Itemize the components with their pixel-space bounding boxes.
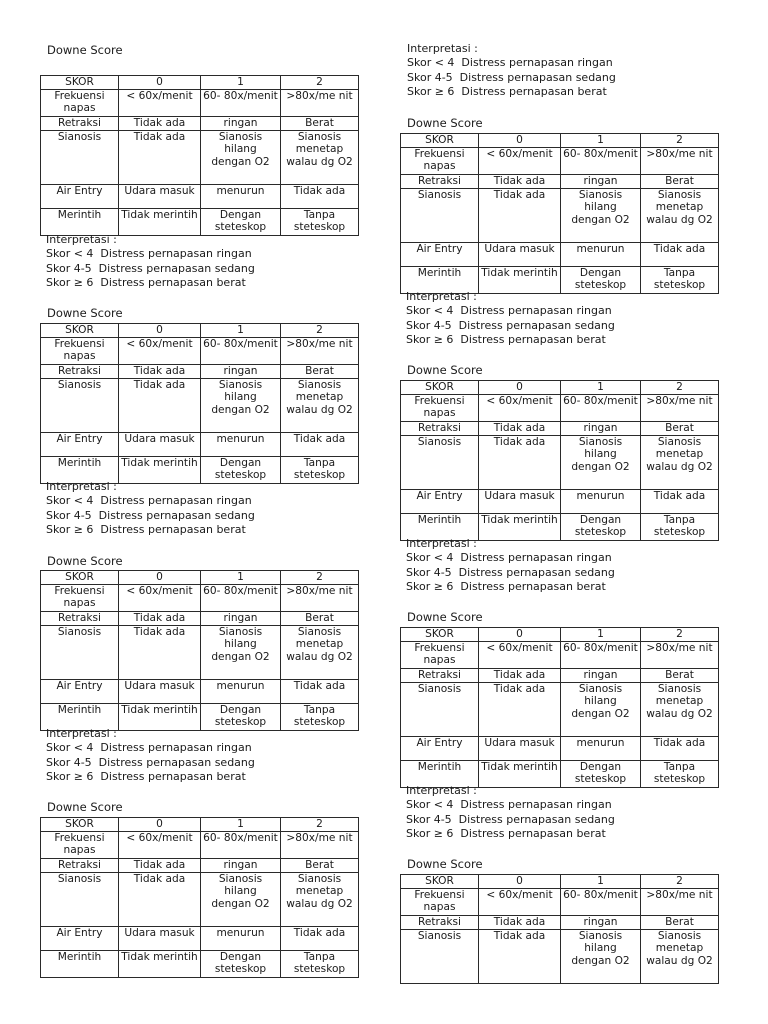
header-cell: 2 bbox=[281, 571, 359, 585]
score-cell: Sianosis menetap walau dg O2 bbox=[641, 189, 719, 243]
header-cell: 0 bbox=[119, 76, 201, 90]
score-cell: < 60x/menit bbox=[479, 889, 561, 916]
score-cell: Tidak merintih bbox=[479, 761, 561, 788]
score-cell: Dengan steteskop bbox=[561, 267, 641, 294]
score-cell: < 60x/menit bbox=[479, 395, 561, 422]
score-cell: Berat bbox=[641, 916, 719, 930]
interpretation-line: Skor 4-5 Distress pernapasan sedang bbox=[46, 755, 255, 769]
score-cell: menurun bbox=[201, 433, 281, 457]
score-cell: Berat bbox=[281, 117, 359, 131]
criterion-cell: Sianosis bbox=[401, 189, 479, 243]
score-cell: Tidak merintih bbox=[119, 951, 201, 978]
criterion-cell: Merintih bbox=[401, 514, 479, 541]
interpretation-line: Skor ≥ 6 Distress pernapasan berat bbox=[407, 84, 607, 98]
score-cell: ringan bbox=[201, 859, 281, 873]
interpretation-line: Skor 4-5 Distress pernapasan sedang bbox=[46, 508, 255, 522]
score-cell: Tidak ada bbox=[119, 859, 201, 873]
score-cell: Dengan steteskop bbox=[561, 514, 641, 541]
criterion-cell: Frekuensi napas bbox=[41, 90, 119, 117]
score-cell: 60- 80x/menit bbox=[201, 832, 281, 859]
section-title: Downe Score bbox=[407, 857, 483, 871]
criterion-cell: Retraksi bbox=[41, 612, 119, 626]
criterion-cell: Air Entry bbox=[401, 243, 479, 267]
criterion-cell: Retraksi bbox=[401, 916, 479, 930]
table-header-row bbox=[401, 381, 719, 395]
header-cell: 0 bbox=[479, 628, 561, 642]
score-cell: Dengan steteskop bbox=[201, 704, 281, 731]
score-cell: >80x/me nit bbox=[641, 642, 719, 669]
header-cell: 1 bbox=[201, 818, 281, 832]
score-cell: Tidak ada bbox=[281, 927, 359, 951]
score-cell: Tidak merintih bbox=[479, 267, 561, 294]
score-cell: Sianosis hilang dengan O2 bbox=[561, 930, 641, 984]
score-cell: >80x/me nit bbox=[281, 585, 359, 612]
downe-score-table bbox=[40, 817, 359, 978]
criterion-cell: Frekuensi napas bbox=[41, 338, 119, 365]
header-cell: 1 bbox=[201, 324, 281, 338]
downe-score-table bbox=[40, 75, 359, 236]
score-cell: 60- 80x/menit bbox=[561, 148, 641, 175]
score-cell: 60- 80x/menit bbox=[201, 338, 281, 365]
score-cell: Sianosis hilang dengan O2 bbox=[201, 379, 281, 433]
score-cell: Sianosis menetap walau dg O2 bbox=[641, 930, 719, 984]
interpretation-line: Skor ≥ 6 Distress pernapasan berat bbox=[406, 332, 606, 346]
score-cell: Dengan steteskop bbox=[561, 761, 641, 788]
criterion-cell: Air Entry bbox=[401, 737, 479, 761]
header-cell: 0 bbox=[479, 134, 561, 148]
score-cell: ringan bbox=[561, 422, 641, 436]
score-cell: < 60x/menit bbox=[119, 338, 201, 365]
score-cell: < 60x/menit bbox=[119, 90, 201, 117]
score-cell: ringan bbox=[201, 365, 281, 379]
table-header-row bbox=[401, 134, 719, 148]
score-cell: Tidak ada bbox=[641, 243, 719, 267]
score-cell: Sianosis menetap walau dg O2 bbox=[281, 873, 359, 927]
header-cell: 1 bbox=[201, 76, 281, 90]
score-cell: Sianosis menetap walau dg O2 bbox=[281, 379, 359, 433]
score-cell: Tidak ada bbox=[119, 873, 201, 927]
score-cell: Tidak ada bbox=[281, 433, 359, 457]
score-cell: Tidak ada bbox=[479, 930, 561, 984]
table-row bbox=[401, 243, 719, 267]
score-cell: Tidak ada bbox=[641, 737, 719, 761]
criterion-cell: Retraksi bbox=[41, 859, 119, 873]
score-cell: Tidak merintih bbox=[119, 457, 201, 484]
interpretation-line: Skor 4-5 Distress pernapasan sedang bbox=[406, 318, 615, 332]
header-cell: SKOR bbox=[41, 571, 119, 585]
table-row bbox=[401, 148, 719, 175]
score-cell: Tidak ada bbox=[479, 683, 561, 737]
criterion-cell: Merintih bbox=[41, 951, 119, 978]
table-row bbox=[401, 737, 719, 761]
table-header-row bbox=[401, 875, 719, 889]
section-title: Downe Score bbox=[47, 306, 123, 320]
downe-score-table bbox=[40, 323, 359, 484]
score-cell: Udara masuk bbox=[119, 680, 201, 704]
header-cell: 0 bbox=[119, 324, 201, 338]
score-cell: Sianosis menetap walau dg O2 bbox=[281, 626, 359, 680]
criterion-cell: Merintih bbox=[41, 704, 119, 731]
header-cell: SKOR bbox=[41, 76, 119, 90]
score-cell: Dengan steteskop bbox=[201, 951, 281, 978]
score-cell: Dengan steteskop bbox=[201, 209, 281, 236]
score-cell: >80x/me nit bbox=[281, 90, 359, 117]
section-title: Downe Score bbox=[47, 800, 123, 814]
section-title: Downe Score bbox=[407, 363, 483, 377]
section-title: Downe Score bbox=[47, 43, 123, 57]
score-cell: >80x/me nit bbox=[641, 889, 719, 916]
interpretation-line: Skor < 4 Distress pernapasan ringan bbox=[407, 56, 613, 70]
score-cell: Tidak merintih bbox=[119, 209, 201, 236]
interpretation-line: Skor < 4 Distress pernapasan ringan bbox=[406, 798, 612, 812]
score-cell: ringan bbox=[561, 175, 641, 189]
header-cell: 1 bbox=[201, 571, 281, 585]
table-header-row bbox=[41, 76, 359, 90]
score-cell: >80x/me nit bbox=[641, 395, 719, 422]
header-cell: SKOR bbox=[401, 134, 479, 148]
downe-score-table bbox=[400, 874, 719, 984]
score-cell: Berat bbox=[641, 422, 719, 436]
criterion-cell: Air Entry bbox=[41, 185, 119, 209]
score-cell: Sianosis hilang dengan O2 bbox=[201, 131, 281, 185]
score-cell: Udara masuk bbox=[119, 927, 201, 951]
header-cell: 0 bbox=[479, 381, 561, 395]
interpretation-line: Skor ≥ 6 Distress pernapasan berat bbox=[406, 579, 606, 593]
score-cell: Sianosis menetap walau dg O2 bbox=[281, 131, 359, 185]
table-row bbox=[401, 395, 719, 422]
criterion-cell: Retraksi bbox=[401, 175, 479, 189]
criterion-cell: Frekuensi napas bbox=[401, 395, 479, 422]
score-cell: >80x/me nit bbox=[641, 148, 719, 175]
table-row bbox=[401, 669, 719, 683]
score-cell: Udara masuk bbox=[479, 737, 561, 761]
header-cell: 1 bbox=[561, 628, 641, 642]
score-cell: 60- 80x/menit bbox=[201, 585, 281, 612]
interpretation-line: Skor < 4 Distress pernapasan ringan bbox=[406, 304, 612, 318]
interpretation bbox=[46, 480, 255, 537]
score-cell: Sianosis hilang dengan O2 bbox=[561, 683, 641, 737]
criterion-cell: Frekuensi napas bbox=[41, 585, 119, 612]
header-cell: SKOR bbox=[401, 381, 479, 395]
table-row bbox=[401, 422, 719, 436]
header-cell: 0 bbox=[119, 818, 201, 832]
table-row bbox=[401, 889, 719, 916]
score-cell: ringan bbox=[201, 117, 281, 131]
table-row bbox=[41, 90, 359, 117]
score-cell: Berat bbox=[641, 175, 719, 189]
interpretation-heading: Interpretasi : bbox=[46, 480, 117, 493]
score-cell: ringan bbox=[561, 916, 641, 930]
header-cell: 2 bbox=[281, 818, 359, 832]
table-row bbox=[41, 832, 359, 859]
score-cell: Berat bbox=[281, 365, 359, 379]
score-cell: < 60x/menit bbox=[119, 585, 201, 612]
downe-score-table bbox=[400, 627, 719, 788]
score-cell: 60- 80x/menit bbox=[561, 642, 641, 669]
score-cell: >80x/me nit bbox=[281, 338, 359, 365]
score-cell: Tidak ada bbox=[479, 189, 561, 243]
score-cell: menurun bbox=[201, 185, 281, 209]
interpretation-line: Skor < 4 Distress pernapasan ringan bbox=[46, 494, 252, 508]
section-title: Downe Score bbox=[407, 610, 483, 624]
table-row bbox=[41, 585, 359, 612]
interpretation-line: Skor 4-5 Distress pernapasan sedang bbox=[406, 565, 615, 579]
table-row bbox=[41, 927, 359, 951]
table-row bbox=[401, 930, 719, 984]
interpretation-line: Skor ≥ 6 Distress pernapasan berat bbox=[46, 275, 246, 289]
table-row bbox=[41, 433, 359, 457]
score-cell: Udara masuk bbox=[119, 185, 201, 209]
score-cell: Tidak ada bbox=[119, 626, 201, 680]
criterion-cell: Air Entry bbox=[41, 927, 119, 951]
criterion-cell: Sianosis bbox=[41, 626, 119, 680]
table-row bbox=[401, 683, 719, 737]
interpretation bbox=[406, 290, 615, 347]
header-cell: SKOR bbox=[401, 628, 479, 642]
criterion-cell: Retraksi bbox=[41, 365, 119, 379]
score-cell: menurun bbox=[561, 737, 641, 761]
table-row bbox=[41, 612, 359, 626]
score-cell: Berat bbox=[641, 669, 719, 683]
interpretation-heading: Interpretasi : bbox=[407, 42, 478, 55]
header-cell: 2 bbox=[641, 381, 719, 395]
score-cell: Tidak ada bbox=[281, 680, 359, 704]
interpretation-line: Skor 4-5 Distress pernapasan sedang bbox=[46, 261, 255, 275]
table-row bbox=[41, 209, 359, 236]
score-cell: ringan bbox=[201, 612, 281, 626]
score-cell: Tidak ada bbox=[479, 436, 561, 490]
interpretation-line: Skor < 4 Distress pernapasan ringan bbox=[46, 741, 252, 755]
header-cell: 1 bbox=[561, 381, 641, 395]
score-cell: Tanpa steteskop bbox=[641, 761, 719, 788]
header-cell: SKOR bbox=[401, 875, 479, 889]
score-cell: Udara masuk bbox=[479, 490, 561, 514]
criterion-cell: Merintih bbox=[41, 209, 119, 236]
table-row bbox=[41, 680, 359, 704]
score-cell: Tidak ada bbox=[641, 490, 719, 514]
score-cell: menurun bbox=[201, 927, 281, 951]
table-header-row bbox=[41, 571, 359, 585]
criterion-cell: Retraksi bbox=[401, 422, 479, 436]
interpretation-line: Skor 4-5 Distress pernapasan sedang bbox=[406, 812, 615, 826]
table-row bbox=[41, 185, 359, 209]
criterion-cell: Air Entry bbox=[401, 490, 479, 514]
score-cell: Tanpa steteskop bbox=[281, 704, 359, 731]
criterion-cell: Frekuensi napas bbox=[401, 148, 479, 175]
criterion-cell: Merintih bbox=[401, 267, 479, 294]
table-row bbox=[41, 338, 359, 365]
table-row bbox=[401, 490, 719, 514]
criterion-cell: Sianosis bbox=[41, 131, 119, 185]
header-cell: 2 bbox=[641, 134, 719, 148]
score-cell: Tidak ada bbox=[479, 669, 561, 683]
score-cell: < 60x/menit bbox=[479, 148, 561, 175]
table-row bbox=[41, 626, 359, 680]
score-cell: Sianosis menetap walau dg O2 bbox=[641, 436, 719, 490]
downe-score-table bbox=[400, 380, 719, 541]
interpretation-line: Skor ≥ 6 Distress pernapasan berat bbox=[46, 769, 246, 783]
table-row bbox=[41, 859, 359, 873]
header-cell: 0 bbox=[479, 875, 561, 889]
interpretation-heading: Interpretasi : bbox=[406, 290, 477, 303]
table-header-row bbox=[401, 628, 719, 642]
interpretation-heading: Interpretasi : bbox=[406, 784, 477, 797]
score-cell: Tidak ada bbox=[479, 175, 561, 189]
table-row bbox=[41, 873, 359, 927]
criterion-cell: Frekuensi napas bbox=[401, 889, 479, 916]
interpretation-line: Skor ≥ 6 Distress pernapasan berat bbox=[46, 522, 246, 536]
header-cell: 1 bbox=[561, 134, 641, 148]
header-cell: 0 bbox=[119, 571, 201, 585]
score-cell: menurun bbox=[561, 490, 641, 514]
table-header-row bbox=[41, 818, 359, 832]
score-cell: ringan bbox=[561, 669, 641, 683]
score-cell: Dengan steteskop bbox=[201, 457, 281, 484]
interpretation-line: Skor ≥ 6 Distress pernapasan berat bbox=[406, 826, 606, 840]
score-cell: Udara masuk bbox=[119, 433, 201, 457]
interpretation bbox=[46, 727, 255, 784]
criterion-cell: Sianosis bbox=[401, 930, 479, 984]
interpretation-line: Skor 4-5 Distress pernapasan sedang bbox=[407, 70, 616, 84]
table-row bbox=[401, 642, 719, 669]
header-cell: 2 bbox=[281, 324, 359, 338]
score-cell: Tanpa steteskop bbox=[641, 267, 719, 294]
section-title: Downe Score bbox=[47, 554, 123, 568]
score-cell: menurun bbox=[201, 680, 281, 704]
interpretation-heading: Interpretasi : bbox=[46, 233, 117, 246]
table-header-row bbox=[41, 324, 359, 338]
score-cell: < 60x/menit bbox=[119, 832, 201, 859]
interpretation bbox=[406, 537, 615, 594]
criterion-cell: Retraksi bbox=[41, 117, 119, 131]
score-cell: Sianosis hilang dengan O2 bbox=[201, 626, 281, 680]
criterion-cell: Frekuensi napas bbox=[41, 832, 119, 859]
criterion-cell: Frekuensi napas bbox=[401, 642, 479, 669]
score-cell: Tidak merintih bbox=[479, 514, 561, 541]
score-cell: Tanpa steteskop bbox=[281, 209, 359, 236]
score-cell: Tidak ada bbox=[479, 422, 561, 436]
header-cell: SKOR bbox=[41, 818, 119, 832]
downe-score-table bbox=[400, 133, 719, 294]
table-row bbox=[41, 365, 359, 379]
header-cell: SKOR bbox=[41, 324, 119, 338]
header-cell: 2 bbox=[641, 628, 719, 642]
score-cell: Tidak ada bbox=[119, 131, 201, 185]
score-cell: Sianosis hilang dengan O2 bbox=[561, 436, 641, 490]
score-cell: Berat bbox=[281, 612, 359, 626]
score-cell: Tidak ada bbox=[281, 185, 359, 209]
section-title: Downe Score bbox=[407, 116, 483, 130]
criterion-cell: Retraksi bbox=[401, 669, 479, 683]
score-cell: Tidak ada bbox=[119, 117, 201, 131]
score-cell: menurun bbox=[561, 243, 641, 267]
score-cell: < 60x/menit bbox=[479, 642, 561, 669]
header-cell: 1 bbox=[561, 875, 641, 889]
criterion-cell: Sianosis bbox=[401, 683, 479, 737]
table-row bbox=[41, 379, 359, 433]
criterion-cell: Merintih bbox=[401, 761, 479, 788]
score-cell: 60- 80x/menit bbox=[561, 395, 641, 422]
score-cell: Tanpa steteskop bbox=[281, 951, 359, 978]
table-row bbox=[401, 189, 719, 243]
score-cell: Tidak ada bbox=[119, 612, 201, 626]
header-cell: 2 bbox=[281, 76, 359, 90]
score-cell: >80x/me nit bbox=[281, 832, 359, 859]
score-cell: Tanpa steteskop bbox=[281, 457, 359, 484]
score-cell: Sianosis hilang dengan O2 bbox=[561, 189, 641, 243]
table-row bbox=[41, 117, 359, 131]
interpretation bbox=[46, 233, 255, 290]
score-cell: Tidak ada bbox=[119, 365, 201, 379]
header-cell: 2 bbox=[641, 875, 719, 889]
table-row bbox=[401, 436, 719, 490]
criterion-cell: Sianosis bbox=[41, 379, 119, 433]
interpretation-heading: Interpretasi : bbox=[406, 537, 477, 550]
criterion-cell: Air Entry bbox=[41, 433, 119, 457]
table-row bbox=[401, 916, 719, 930]
score-cell: Tanpa steteskop bbox=[641, 514, 719, 541]
score-cell: Tidak merintih bbox=[119, 704, 201, 731]
table-row bbox=[41, 131, 359, 185]
score-cell: Berat bbox=[281, 859, 359, 873]
table-row bbox=[401, 175, 719, 189]
score-cell: Sianosis menetap walau dg O2 bbox=[641, 683, 719, 737]
interpretation-line: Skor < 4 Distress pernapasan ringan bbox=[406, 551, 612, 565]
criterion-cell: Air Entry bbox=[41, 680, 119, 704]
score-cell: 60- 80x/menit bbox=[561, 889, 641, 916]
table-row bbox=[41, 951, 359, 978]
interpretation bbox=[406, 784, 615, 841]
criterion-cell: Sianosis bbox=[41, 873, 119, 927]
score-cell: 60- 80x/menit bbox=[201, 90, 281, 117]
downe-score-table bbox=[40, 570, 359, 731]
interpretation-line: Skor < 4 Distress pernapasan ringan bbox=[46, 247, 252, 261]
criterion-cell: Sianosis bbox=[401, 436, 479, 490]
score-cell: Tidak ada bbox=[119, 379, 201, 433]
interpretation bbox=[407, 42, 616, 99]
score-cell: Tidak ada bbox=[479, 916, 561, 930]
interpretation-heading: Interpretasi : bbox=[46, 727, 117, 740]
score-cell: Sianosis hilang dengan O2 bbox=[201, 873, 281, 927]
score-cell: Udara masuk bbox=[479, 243, 561, 267]
criterion-cell: Merintih bbox=[41, 457, 119, 484]
